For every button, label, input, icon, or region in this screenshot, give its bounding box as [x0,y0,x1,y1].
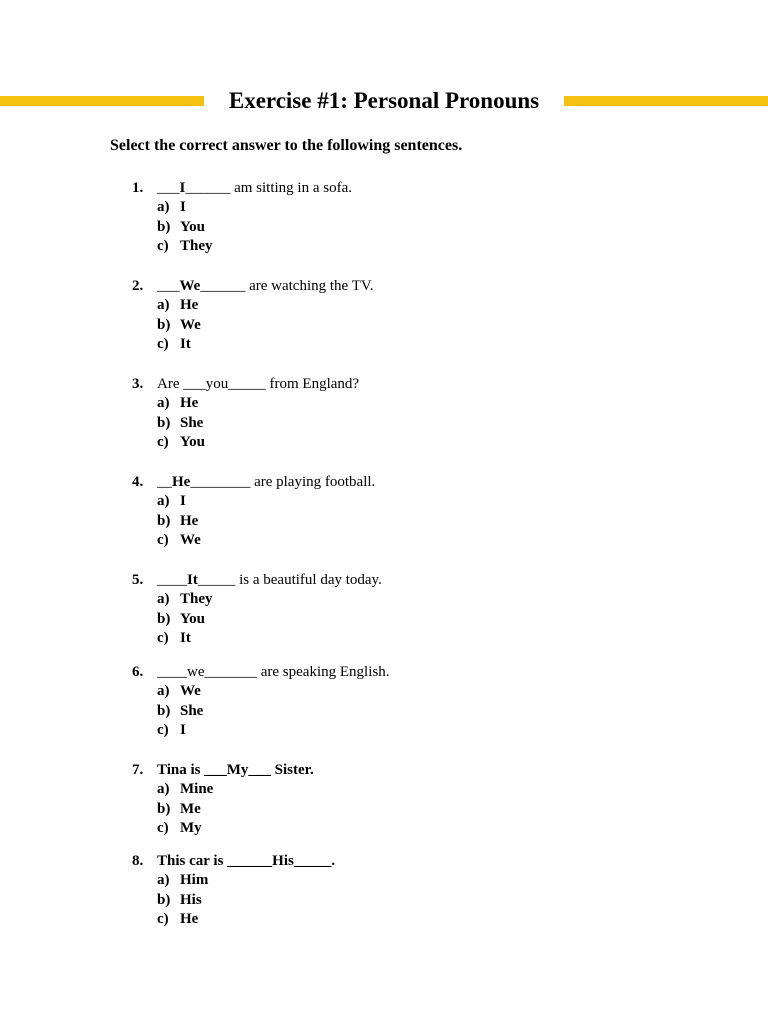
option-letter: c) [157,238,169,255]
option-text: We [180,683,201,699]
question-line [0,178,768,198]
question-pre: ____ [157,572,187,588]
question-line [0,276,768,296]
option-b [0,218,768,238]
question-pre: ____ [157,664,187,680]
question-line [0,760,768,780]
question-post: _____ is a beautiful day today. [197,572,382,588]
option-b [0,800,768,820]
question-8 [0,851,768,930]
option-letter: b) [157,800,171,817]
option-text: It [180,630,191,647]
question-number: 3. [132,376,144,392]
option-letter: c) [157,630,169,647]
option-letter: a) [157,199,170,215]
option-text: She [180,702,204,719]
option-letter: c) [157,434,169,451]
question-4 [0,472,768,551]
option-text: He [180,395,199,411]
option-c [0,819,768,839]
question-post: _______ are speaking English. [204,664,390,680]
option-text: I [180,722,186,739]
question-text [157,472,375,492]
option-letter: a) [157,683,170,699]
question-answer: He [172,474,191,490]
question-line [0,662,768,682]
option-letter: b) [157,316,171,333]
option-c [0,721,768,741]
question-answer: We [179,278,201,294]
question-1 [0,178,768,257]
question-number: 7. [132,762,144,778]
option-text: They [180,591,213,607]
option-text: He [180,911,199,928]
option-letter: a) [157,591,170,607]
option-letter: b) [157,218,171,235]
option-letter: b) [157,610,171,627]
option-a [0,682,768,702]
option-text: She [180,414,204,431]
question-number: 8. [132,853,144,869]
option-letter: a) [157,493,170,509]
option-b [0,702,768,722]
option-b [0,414,768,434]
question-number: 5. [132,572,144,588]
option-letter: c) [157,722,169,739]
option-text: We [180,316,201,333]
title-row [0,86,768,116]
question-pre: Are ___ [157,376,206,392]
question-post: _____. [293,853,336,869]
instruction-text: Select the correct answer to the following sentences. [110,137,463,154]
question-answer: you [205,376,229,392]
option-text: We [180,532,201,549]
question-pre: ___ [157,278,180,294]
question-post: ___ Sister. [248,762,314,778]
question-pre: __ [157,474,172,490]
option-b [0,891,768,911]
option-a [0,198,768,218]
option-text: Him [180,872,209,888]
option-letter: b) [157,414,171,431]
option-text: His [180,891,202,908]
question-pre: ___ [157,180,180,196]
option-text: It [180,336,191,353]
option-c [0,531,768,551]
question-text [157,570,382,590]
question-post: ______ am sitting in a sofa. [185,180,352,196]
option-letter: a) [157,872,170,888]
option-text: He [180,297,199,313]
option-b [0,316,768,336]
option-b [0,512,768,532]
question-post: _____ from England? [228,376,360,392]
option-text: I [180,199,186,215]
question-text [157,760,314,780]
question-answer: I [179,180,186,196]
option-a [0,780,768,800]
option-letter: b) [157,512,171,529]
option-letter: a) [157,395,170,411]
option-text: They [180,238,213,255]
option-text: You [180,434,206,451]
question-pre: Tina is ___ [157,762,227,778]
option-letter: a) [157,297,170,313]
option-text: I [180,493,186,509]
option-letter: a) [157,781,170,797]
option-text: You [180,218,206,235]
question-number: 6. [132,664,144,680]
question-6 [0,662,768,741]
question-2 [0,276,768,355]
question-line [0,570,768,590]
question-post: ______ are watching the TV. [200,278,374,294]
option-a [0,871,768,891]
option-a [0,394,768,414]
question-number: 2. [132,278,144,294]
option-letter: c) [157,820,169,837]
option-a [0,590,768,610]
question-text [157,851,335,871]
option-letter: c) [157,911,169,928]
option-text: Me [180,800,201,817]
question-3 [0,374,768,453]
option-c [0,910,768,930]
option-letter: c) [157,336,169,353]
option-c [0,433,768,453]
question-line [0,472,768,492]
question-5 [0,570,768,649]
option-letter: b) [157,891,171,908]
question-line [0,374,768,394]
question-number: 1. [132,180,144,196]
question-answer: His [272,853,294,869]
question-line [0,851,768,871]
question-answer: My [226,762,249,778]
option-a [0,492,768,512]
option-c [0,335,768,355]
question-text [157,276,374,296]
option-c [0,629,768,649]
title-accent-bar-left [0,96,204,106]
question-text [157,662,389,682]
option-text: You [180,610,206,627]
option-text: Mine [180,781,214,797]
option-text: He [180,512,199,529]
option-letter: c) [157,532,169,549]
question-pre: This car is ______ [157,853,273,869]
question-text [157,374,359,394]
question-answer: we [187,664,205,680]
option-b [0,610,768,630]
question-number: 4. [132,474,144,490]
question-text [157,178,352,198]
question-7 [0,760,768,839]
question-answer: It [187,572,198,588]
page-title: Exercise #1: Personal Pronouns [228,88,540,113]
option-letter: b) [157,702,171,719]
title-accent-bar-right [564,96,768,106]
option-c [0,237,768,257]
option-text: My [180,820,202,837]
question-post: ________ are playing football. [190,474,376,490]
option-a [0,296,768,316]
